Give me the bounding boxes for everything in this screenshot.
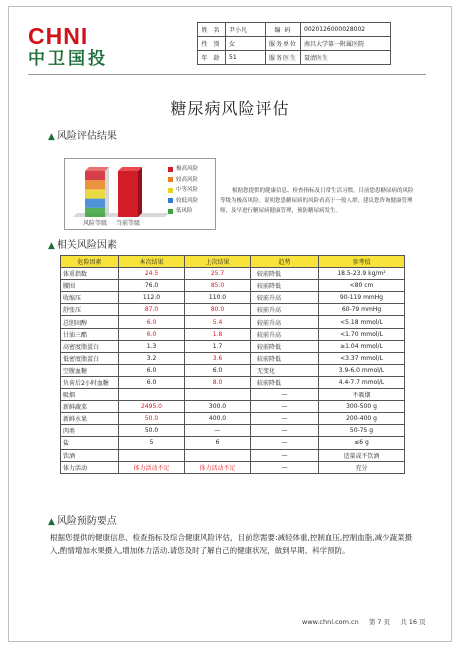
last-result: — xyxy=(185,425,251,437)
factor-name: 低密度脂蛋白 xyxy=(61,352,119,364)
reference-value: 不吸烟 xyxy=(319,389,405,401)
current-result: 6.0 xyxy=(119,376,185,388)
bar-side xyxy=(138,167,142,217)
risk-legend xyxy=(168,164,198,217)
risk-level-segment xyxy=(85,171,105,180)
info-label: 姓 名 xyxy=(198,23,226,37)
legend-item: 中等风险 xyxy=(168,185,198,196)
info-label: 服务单位 xyxy=(266,37,301,51)
column-header: 参考值 xyxy=(319,256,405,268)
trend: 较前降低 xyxy=(251,280,319,292)
last-result: 6.0 xyxy=(185,364,251,376)
bar-top xyxy=(85,167,109,171)
table-row xyxy=(61,413,405,425)
patient-info-table xyxy=(197,22,391,65)
current-result xyxy=(119,389,185,401)
current-result: 87.0 xyxy=(119,304,185,316)
trend: — xyxy=(251,401,319,413)
info-label: 编 码 xyxy=(266,23,301,37)
risk-level-segment xyxy=(85,199,105,208)
legend-item: 较高风险 xyxy=(168,175,198,186)
trend: — xyxy=(251,461,319,473)
info-label: 服务医生 xyxy=(266,51,301,65)
column-header: 本次结果 xyxy=(119,256,185,268)
triangle-bullet-icon: ▲ xyxy=(48,517,55,527)
table-row xyxy=(61,376,405,388)
reference-value: <5.18 mmol/L xyxy=(319,316,405,328)
legend-item: 较低风险 xyxy=(168,196,198,207)
factor-name: 负荷后2小时血糖 xyxy=(61,376,119,388)
table-row xyxy=(61,425,405,437)
risk-description: 根据您提供的健康信息、检查指标及日常生活习惯，目前您患糖尿病的风险等级为极高风险。说明您患糖尿病的风险看高于一般人群，建议您咨询健康管理师，及早进行糖尿病健康管理，预防糖尿病发生。 xyxy=(220,188,414,214)
trend: 较前降低 xyxy=(251,268,319,280)
reference-value: 200-400 g xyxy=(319,413,405,425)
footer-page: 第 7 页 xyxy=(368,618,391,626)
current-result: 24.5 xyxy=(119,268,185,280)
table-row xyxy=(61,268,405,280)
reference-value: 18.5-23.9 kg/m² xyxy=(319,268,405,280)
reference-value: <80 cm xyxy=(319,280,405,292)
reference-value: 90-119 mmHg xyxy=(319,292,405,304)
info-row xyxy=(198,23,391,37)
trend: 较前升高 xyxy=(251,292,319,304)
page-title: 糖尿病风险评估 xyxy=(170,99,290,118)
patient-name: 尹小凡 xyxy=(226,23,266,37)
current-result: 6.0 xyxy=(119,328,185,340)
legend-item: 极高风险 xyxy=(168,164,198,175)
factor-name: 高密度脂蛋白 xyxy=(61,340,119,352)
factor-name: 体力活动 xyxy=(61,461,119,473)
last-result: 300.0 xyxy=(185,401,251,413)
reference-value: ≤6 g xyxy=(319,437,405,449)
current-result: 76.0 xyxy=(119,280,185,292)
last-result: 25.7 xyxy=(185,268,251,280)
current-result: 体力活动不足 xyxy=(119,461,185,473)
table-row xyxy=(61,461,405,473)
logo-english: CHNI xyxy=(28,23,89,49)
trend: 较前升高 xyxy=(251,316,319,328)
chart-bars xyxy=(73,167,169,217)
reference-value: 4.4-7.7 mmol/L xyxy=(319,376,405,388)
info-label: 年 龄 xyxy=(198,51,226,65)
service-unit: 南昌大学第一附属医院 xyxy=(301,37,391,51)
patient-age: 51 xyxy=(226,51,266,65)
legend-item: 低风险 xyxy=(168,206,198,217)
last-result: 110.0 xyxy=(185,292,251,304)
reference-value: 300-500 g xyxy=(319,401,405,413)
current-result: 50.0 xyxy=(119,425,185,437)
category-label: 当前等级 xyxy=(115,220,141,227)
risk-level-segment xyxy=(85,208,105,217)
triangle-bullet-icon: ▲ xyxy=(48,241,55,251)
section-heading-risk-factors: ▲ 相关风险因素 xyxy=(48,240,117,251)
table-header-row xyxy=(61,256,405,268)
last-result: 5.4 xyxy=(185,316,251,328)
reference-value: 3.9-6.0 mmol/L xyxy=(319,364,405,376)
last-result: 体力活动不足 xyxy=(185,461,251,473)
risk-factor-table xyxy=(60,255,405,474)
factor-name: 收缩压 xyxy=(61,292,119,304)
factor-name: 盐 xyxy=(61,437,119,449)
factor-name: 新鲜蔬菜 xyxy=(61,401,119,413)
patient-code: 0020126000028002 xyxy=(301,23,391,37)
section-heading-prevention: ▲ 风险预防要点 xyxy=(48,516,117,527)
column-header: 危险因素 xyxy=(61,256,119,268)
factor-name: 饮酒 xyxy=(61,449,119,461)
last-result: 6 xyxy=(185,437,251,449)
bar-top xyxy=(118,167,142,171)
info-row xyxy=(198,51,391,65)
factor-name: 甘油三酯 xyxy=(61,328,119,340)
patient-gender: 女 xyxy=(226,37,266,51)
reference-value: ≥1.04 mmol/L xyxy=(319,340,405,352)
last-result: 400.0 xyxy=(185,413,251,425)
table-row xyxy=(61,292,405,304)
factor-name: 吸烟 xyxy=(61,389,119,401)
trend: 较前升高 xyxy=(251,304,319,316)
page-footer xyxy=(302,617,434,626)
current-result: 2495.0 xyxy=(119,401,185,413)
legend-swatch xyxy=(168,188,173,193)
info-label: 性 别 xyxy=(198,37,226,51)
last-result xyxy=(185,389,251,401)
risk-factor-rows xyxy=(61,268,405,474)
trend: — xyxy=(251,413,319,425)
current-result: 3.2 xyxy=(119,352,185,364)
current-result: 6.0 xyxy=(119,364,185,376)
table-row xyxy=(61,304,405,316)
table-row xyxy=(61,316,405,328)
last-result: 8.0 xyxy=(185,376,251,388)
service-doctor: 聂清医生 xyxy=(301,51,391,65)
bar-side xyxy=(105,167,109,217)
trend: 较前降低 xyxy=(251,340,319,352)
factor-name: 肉类 xyxy=(61,425,119,437)
trend: 无变化 xyxy=(251,364,319,376)
table-row xyxy=(61,280,405,292)
trend: 较前降低 xyxy=(251,376,319,388)
current-level-bar xyxy=(118,171,138,217)
column-header: 趋势 xyxy=(251,256,319,268)
info-row xyxy=(198,37,391,51)
current-result: 50.0 xyxy=(119,413,185,425)
table-row xyxy=(61,389,405,401)
legend-swatch xyxy=(168,167,173,172)
table-row xyxy=(61,352,405,364)
last-result: 85.0 xyxy=(185,280,251,292)
last-result: 80.0 xyxy=(185,304,251,316)
legend-swatch xyxy=(168,209,173,214)
trend: — xyxy=(251,449,319,461)
footer-site: www.chni.com.cn xyxy=(302,618,359,626)
table-row xyxy=(61,437,405,449)
factor-name: 腰围 xyxy=(61,280,119,292)
risk-level-segment xyxy=(85,189,105,198)
factor-name: 总胆固醇 xyxy=(61,316,119,328)
reference-value: <1.70 mmol/L xyxy=(319,328,405,340)
reference-value: 充分 xyxy=(319,461,405,473)
reference-value: 60-79 mmHg xyxy=(319,304,405,316)
last-result: 1.8 xyxy=(185,328,251,340)
factor-name: 新鲜水果 xyxy=(61,413,119,425)
trend: — xyxy=(251,389,319,401)
table-row xyxy=(61,328,405,340)
current-result: 5 xyxy=(119,437,185,449)
legend-swatch xyxy=(168,198,173,203)
last-result: 1.7 xyxy=(185,340,251,352)
reference-value: 适量或不饮酒 xyxy=(319,449,405,461)
table-row xyxy=(61,340,405,352)
footer-total: 共 16 页 xyxy=(400,618,426,626)
section-heading-risk-result: ▲ 风险评估结果 xyxy=(48,131,117,142)
current-result: 6.0 xyxy=(119,316,185,328)
reference-value: 50-75 g xyxy=(319,425,405,437)
table-row xyxy=(61,364,405,376)
table-row xyxy=(61,401,405,413)
reference-value: <3.37 mmol/L xyxy=(319,352,405,364)
risk-level-segment xyxy=(85,180,105,189)
factor-name: 空腹血糖 xyxy=(61,364,119,376)
legend-swatch xyxy=(168,177,173,182)
factor-name: 体重指数 xyxy=(61,268,119,280)
current-result: 112.0 xyxy=(119,292,185,304)
column-header: 上次结果 xyxy=(185,256,251,268)
prevention-advice: 根据您提供的健康信息、检查指标及综合健康风险评估，目前您需要:减轻体重,控制血压,控制血脂,减少蔬菜摄入,酌情增加水果摄入,增加体力活动.请您及时了解自己的健康状况，做到早期、科学预防。 xyxy=(50,533,413,555)
trend: — xyxy=(251,425,319,437)
current-result xyxy=(119,449,185,461)
table-row xyxy=(61,449,405,461)
trend: — xyxy=(251,437,319,449)
header-divider xyxy=(28,74,426,75)
last-result: 3.6 xyxy=(185,352,251,364)
category-label: 风险等级 xyxy=(82,220,108,227)
last-result xyxy=(185,449,251,461)
logo-chinese: 中卫国投 xyxy=(28,49,108,69)
current-result: 1.3 xyxy=(119,340,185,352)
brand-logo xyxy=(28,24,138,70)
trend: 较前降低 xyxy=(251,352,319,364)
factor-name: 舒张压 xyxy=(61,304,119,316)
trend: 较前升高 xyxy=(251,328,319,340)
triangle-bullet-icon: ▲ xyxy=(48,132,55,142)
